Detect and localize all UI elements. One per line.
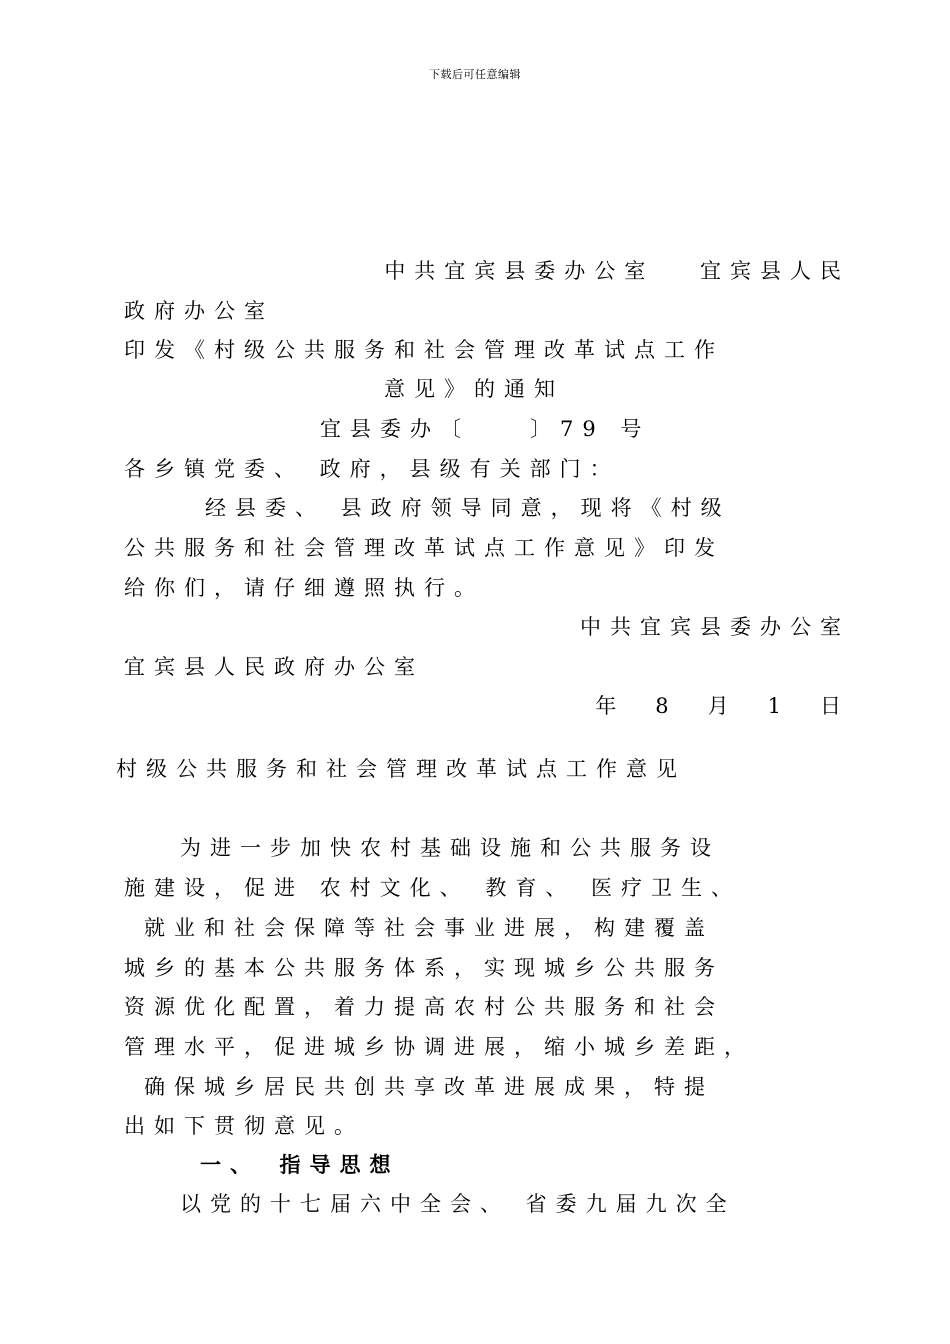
- notice-body-line-2: 公共服务和社会管理改革试点工作意见》印发: [124, 536, 724, 560]
- document-number: 宜县委办〔 〕79 号: [320, 417, 651, 441]
- section-heading-guiding-ideology: 一、 指导思想: [200, 1152, 400, 1177]
- section-body-line: 以党的十七届六中全会、 省委九届九次全: [180, 1192, 736, 1216]
- opinion-para-line: 就业和社会保障等社会事业进展，构建覆盖: [144, 916, 714, 940]
- signature-party-office: 中共宜宾县委办公室: [580, 615, 850, 639]
- recipients: 各乡镇党委、 政府，县级有关部门：: [124, 457, 620, 481]
- opinion-title: 村级公共服务和社会管理改革试点工作意见: [116, 757, 686, 781]
- issue-date: 年 8 月 1 日: [595, 694, 850, 718]
- notice-title-line-1: 印发《村级公共服务和社会管理改革试点工作: [124, 338, 724, 362]
- opinion-para-line: 为进一步加快农村基础设施和公共服务设: [180, 836, 720, 860]
- opinion-para-line: 出如下贯彻意见。: [124, 1114, 364, 1138]
- opinion-para-line: 管理水平，促进城乡协调进展，缩小城乡差距，: [124, 1035, 754, 1059]
- opinion-para-line: 资源优化配置，着力提高农村公共服务和社会: [124, 995, 724, 1019]
- opinion-para-line: 城乡的基本公共服务体系，实现城乡公共服务: [124, 956, 724, 980]
- issuer-line-1: 中共宜宾县委办公室 宜宾县人民: [384, 259, 850, 283]
- notice-title-line-2: 意见》的通知: [384, 377, 564, 401]
- notice-body-line-1: 经县委、 县政府领导同意，现将《村级: [205, 496, 731, 520]
- notice-body-line-3: 给你们，请仔细遵照执行。: [124, 576, 484, 600]
- header-note: 下载后可任意编辑: [429, 68, 521, 81]
- issuer-line-2: 政府办公室: [124, 299, 274, 323]
- opinion-para-line: 确保城乡居民共创共享改革进展成果，特提: [144, 1075, 714, 1099]
- signature-government-office: 宜宾县人民政府办公室: [124, 655, 424, 679]
- opinion-para-line: 施建设，促进 农村文化、 教育、 医疗卫生、: [124, 876, 742, 900]
